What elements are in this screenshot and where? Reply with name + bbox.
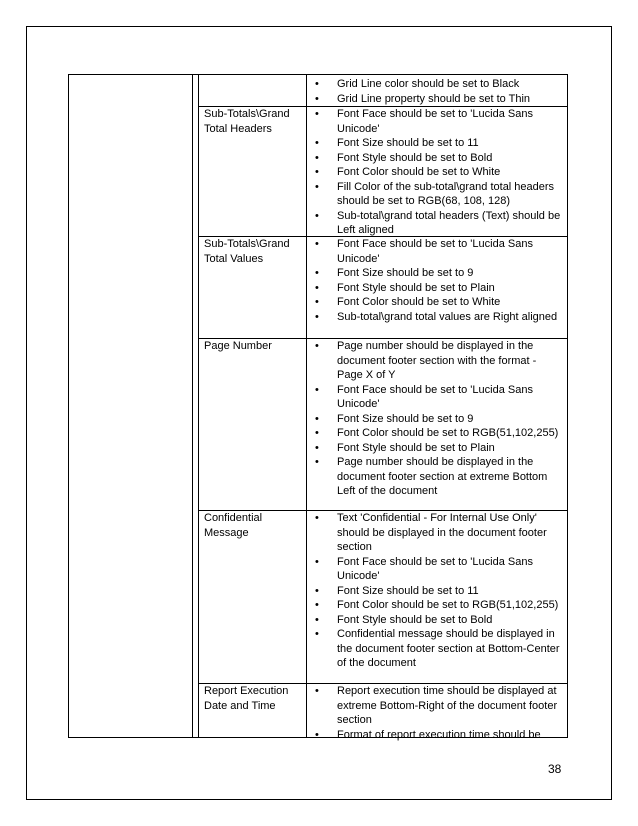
table-column-divider <box>306 74 307 738</box>
list-item: • Confidential message should be displayed in the document footer section at Bottom-Center of the document <box>312 627 564 671</box>
row-label-page-number: Page Number <box>204 340 272 352</box>
list-item: • Font Color should be set to RGB(51,102,255) <box>312 598 564 613</box>
page-number: 38 <box>548 762 562 776</box>
list-item: • Font Style should be set to Plain <box>312 441 564 456</box>
table-row <box>312 511 564 671</box>
table-row <box>312 77 564 106</box>
list-item: • Text 'Confidential - For Internal Use Only' should be displayed in the document footer section <box>312 511 564 555</box>
list-item: • Grid Line property should be set to Thin <box>312 92 564 107</box>
row-label-report-execution: Report Execution Date and Time <box>204 685 289 712</box>
list-item: • Sub-total\grand total headers (Text) should be Left aligned <box>312 209 564 238</box>
list-item: • Font Face should be set to 'Lucida Sans Unicode' <box>312 237 564 266</box>
list-item: • Font Face should be set to 'Lucida Sans Unicode' <box>312 107 564 136</box>
list-item: • Font Face should be set to 'Lucida Sans Unicode' <box>312 383 564 412</box>
list-item: • Format of report execution time should be <box>312 728 564 743</box>
list-item: • Page number should be displayed in the document footer section at extreme Bottom Left of the document <box>312 455 564 499</box>
table-column-divider <box>198 74 199 738</box>
row-label-subtotal-headers: Sub-Totals\Grand Total Headers <box>204 108 290 135</box>
list-item: • Page number should be displayed in the document footer section with the format - Page X of Y <box>312 339 564 383</box>
row-label-confidential-message: Confidential Message <box>204 512 263 539</box>
list-item: • Fill Color of the sub-total\grand total headers should be set to RGB(68, 108, 128) <box>312 180 564 209</box>
list-item: • Font Color should be set to White <box>312 295 564 310</box>
table-row <box>312 339 564 499</box>
list-item: • Report execution time should be displayed at extreme Bottom-Right of the document footer section <box>312 684 564 728</box>
list-item: • Sub-total\grand total values are Right aligned <box>312 310 564 325</box>
list-item: • Font Size should be set to 11 <box>312 136 564 151</box>
list-item: • Grid Line color should be set to Black <box>312 77 564 92</box>
list-item: • Font Style should be set to Bold <box>312 151 564 166</box>
row-label-subtotal-values: Sub-Totals\Grand Total Values <box>204 238 290 265</box>
table-column-divider <box>192 74 193 738</box>
table-row <box>312 237 564 324</box>
list-item: • Font Color should be set to RGB(51,102,255) <box>312 426 564 441</box>
list-item: • Font Face should be set to 'Lucida Sans Unicode' <box>312 555 564 584</box>
list-item: • Font Style should be set to Plain <box>312 281 564 296</box>
table-row <box>312 684 564 742</box>
list-item: • Font Size should be set to 11 <box>312 584 564 599</box>
list-item: • Font Color should be set to White <box>312 165 564 180</box>
list-item: • Font Size should be set to 9 <box>312 412 564 427</box>
list-item: • Font Size should be set to 9 <box>312 266 564 281</box>
list-item: • Font Style should be set to Bold <box>312 613 564 628</box>
table-row <box>312 107 564 238</box>
